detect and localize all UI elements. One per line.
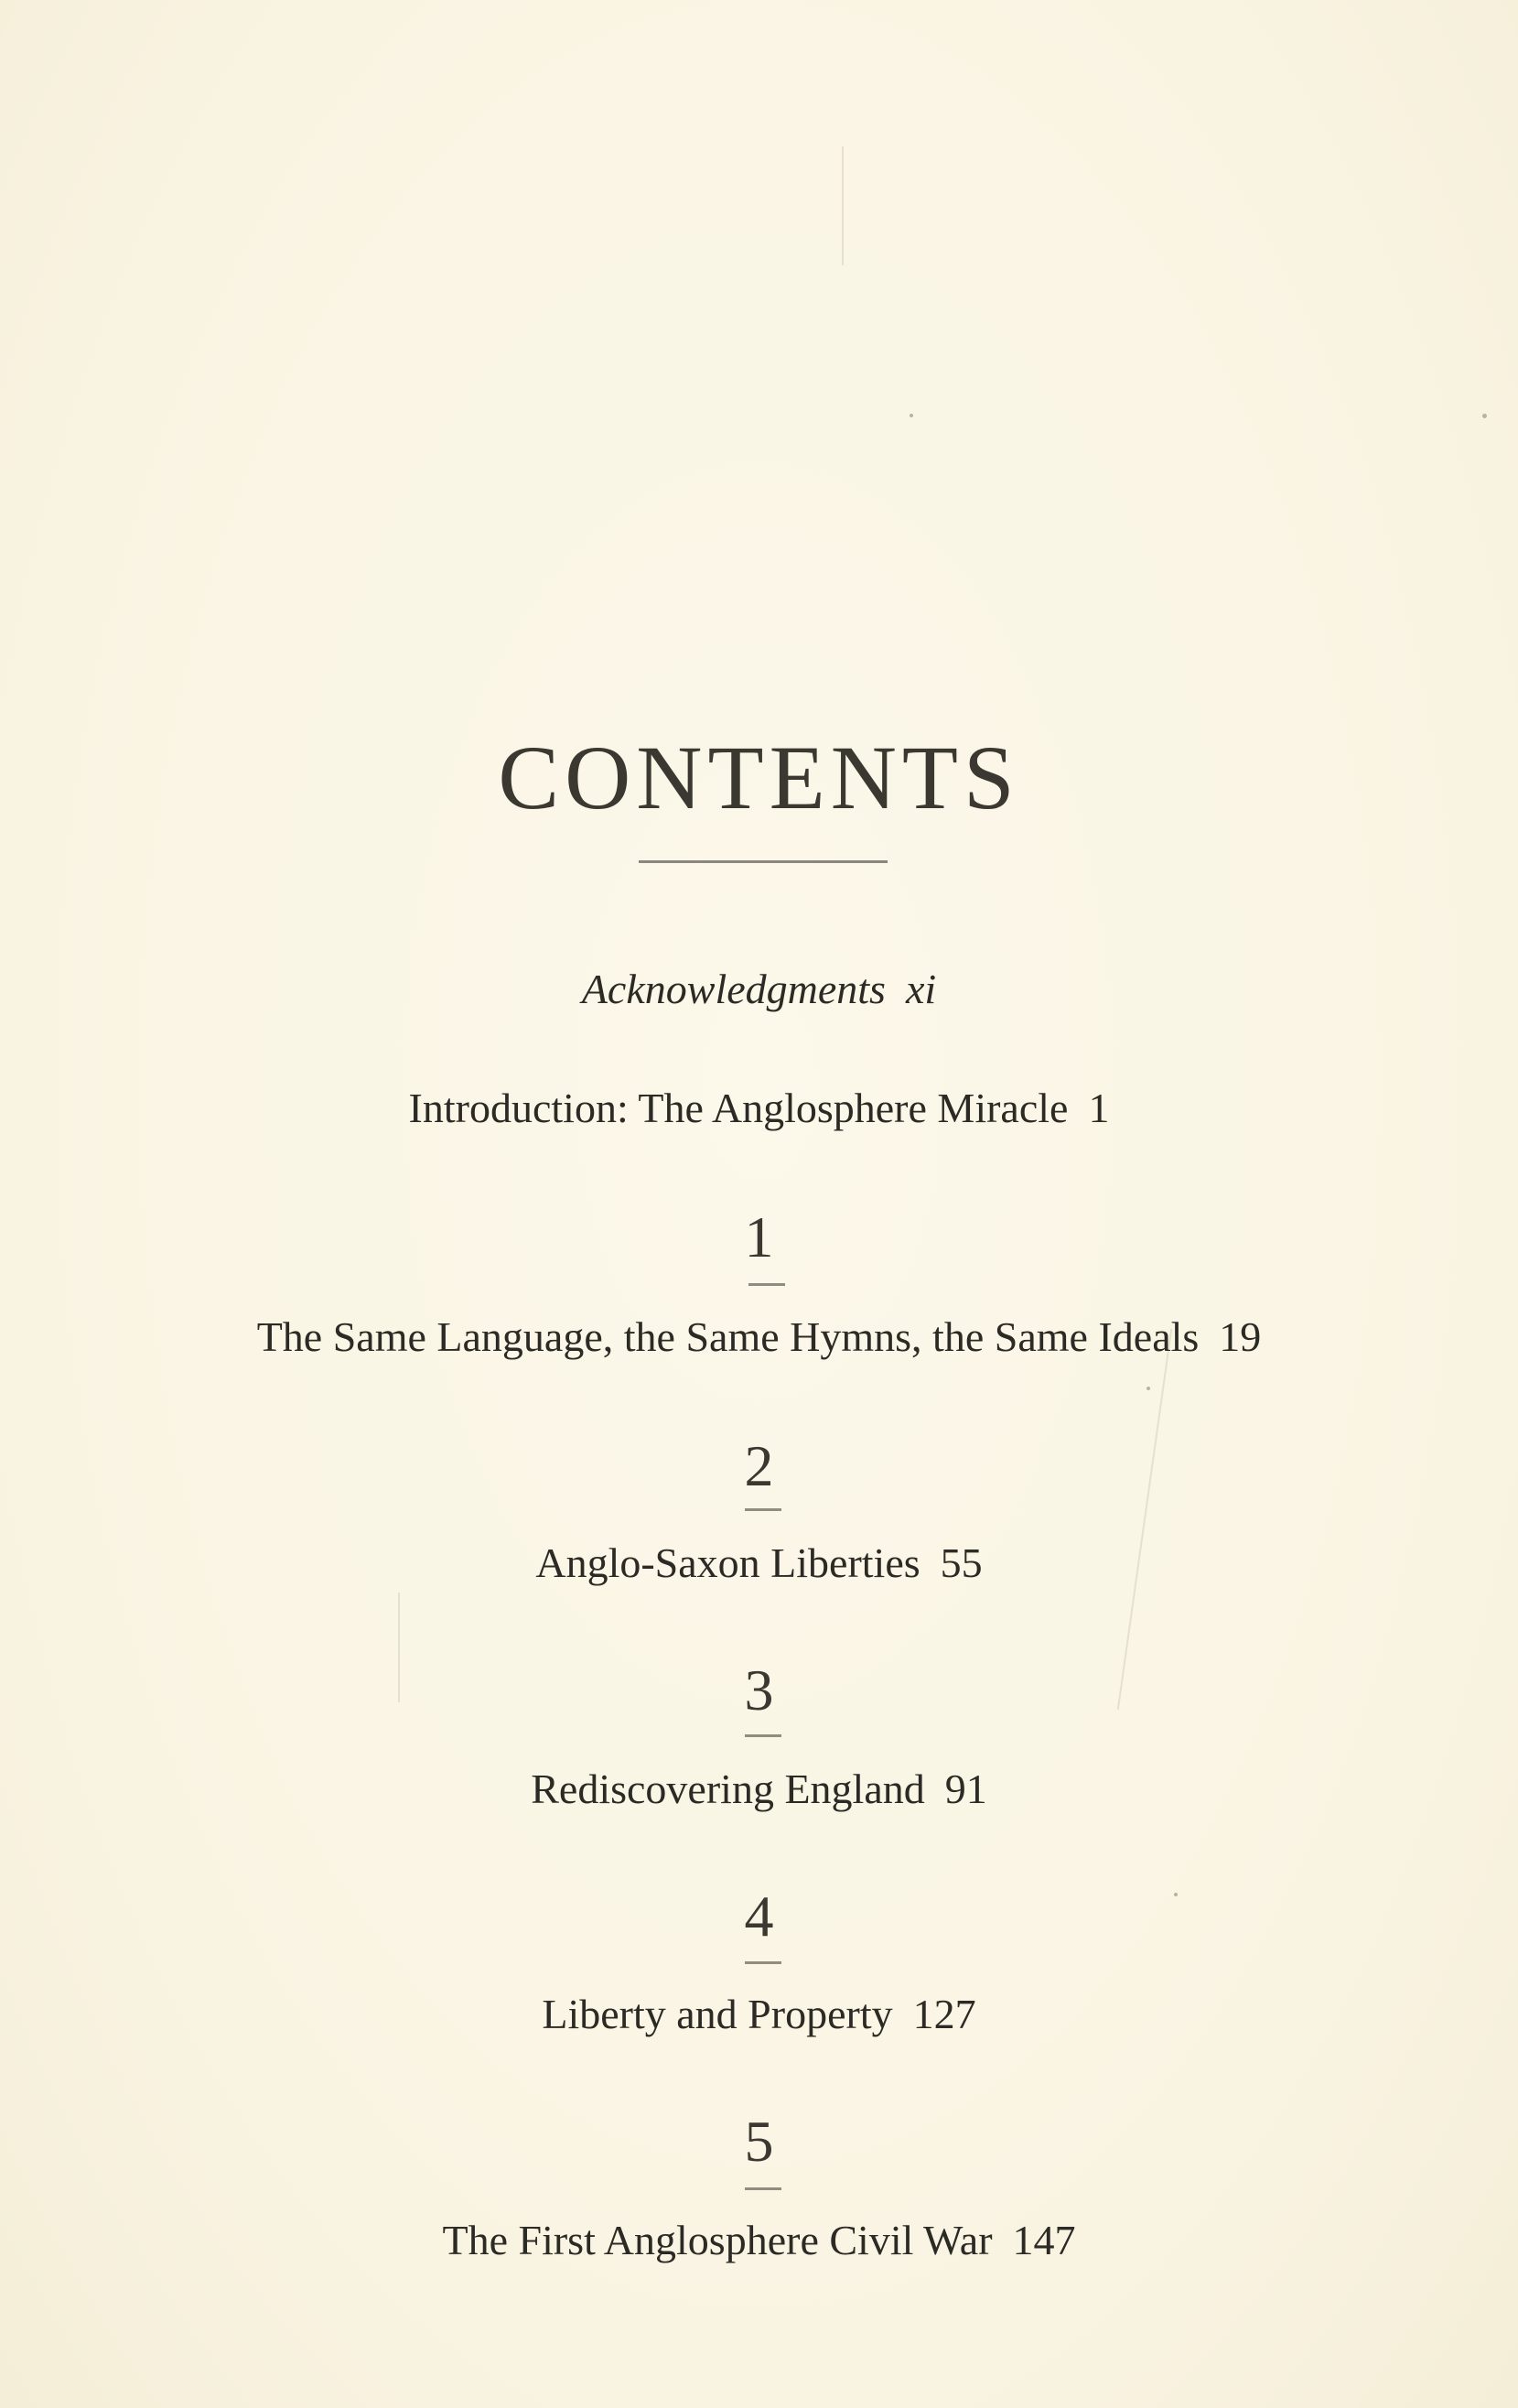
chapter-number: 1 — [744, 1204, 774, 1269]
paper-speck — [910, 414, 913, 417]
toc-entry-acknowledgments — [0, 968, 1518, 1010]
toc-entry-chapter — [0, 1539, 1518, 1586]
page-title: CONTENTS — [498, 727, 1020, 828]
toc-entry-label: Anglo-Saxon Liberties — [535, 1539, 920, 1586]
toc-entry-label: Liberty and Property — [542, 1991, 893, 2037]
toc-entry-page: 127 — [912, 1991, 976, 2037]
chapter-rule — [745, 1961, 781, 1964]
chapter-rule — [745, 1508, 781, 1511]
chapter-number: 2 — [744, 1433, 774, 1498]
paper-crease — [842, 146, 844, 265]
toc-entry-label: Rediscovering England — [531, 1766, 925, 1812]
chapter-number: 3 — [744, 1658, 774, 1722]
toc-entry-label: Acknowledgments — [581, 966, 886, 1012]
toc-entry-chapter — [0, 2219, 1518, 2262]
toc-entry-page: 19 — [1219, 1313, 1262, 1360]
toc-entry-chapter — [0, 1993, 1518, 2035]
paper-speck — [1147, 1387, 1150, 1390]
toc-entry-page: 1 — [1088, 1085, 1110, 1131]
toc-entry-label: The First Anglosphere Civil War — [442, 2217, 993, 2263]
chapter-rule — [745, 1734, 781, 1737]
toc-entry-chapter — [0, 1313, 1518, 1360]
toc-entry-page: xi — [905, 966, 937, 1012]
toc-entry-label: Introduction: The Anglosphere Miracle — [408, 1085, 1069, 1131]
toc-entry-page: 55 — [940, 1539, 983, 1586]
paper-crease — [1117, 1329, 1172, 1710]
chapter-number: 5 — [744, 2109, 774, 2174]
chapter-rule — [748, 1283, 785, 1286]
toc-entry-chapter — [0, 1768, 1518, 1810]
title-rule — [639, 860, 888, 863]
toc-entry-page: 147 — [1012, 2217, 1076, 2263]
paper-speck — [1482, 414, 1487, 418]
toc-entry-introduction — [0, 1087, 1518, 1129]
chapter-rule — [745, 2187, 781, 2190]
toc-entry-label: The Same Language, the Same Hymns, the Same Ideals — [256, 1313, 1200, 1360]
chapter-number: 4 — [744, 1884, 774, 1949]
toc-entry-page: 91 — [944, 1766, 987, 1812]
